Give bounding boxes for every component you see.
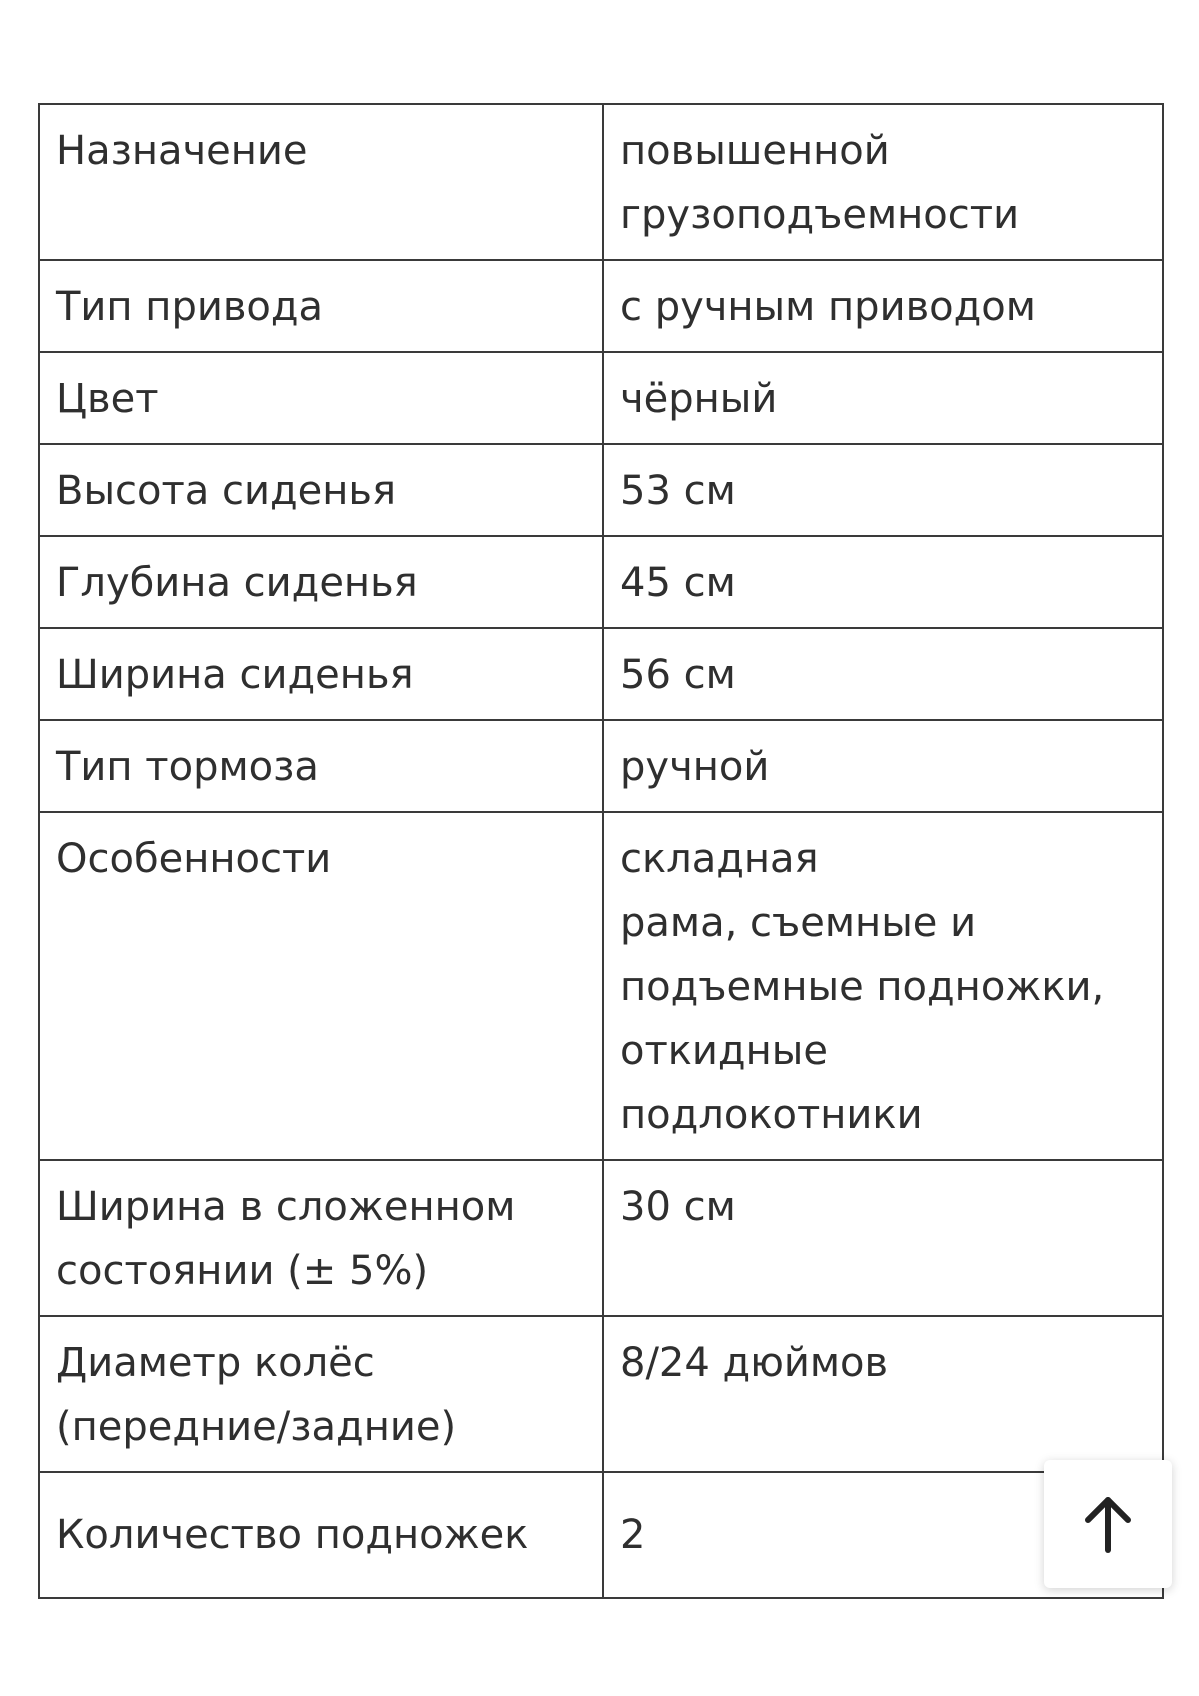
scroll-to-top-button[interactable] [1044, 1460, 1172, 1588]
table-row [39, 444, 1163, 536]
spec-key: Ширина в сложенном состоянии (± 5%) [39, 1160, 603, 1316]
spec-key: Тип привода [39, 260, 603, 352]
spec-value: 45 см [603, 536, 1163, 628]
arrow-up-icon [1080, 1494, 1136, 1554]
spec-value: чёрный [603, 352, 1163, 444]
spec-key: Цвет [39, 352, 603, 444]
table-row [39, 352, 1163, 444]
table-row [39, 260, 1163, 352]
table-row [39, 536, 1163, 628]
spec-value: ручной [603, 720, 1163, 812]
spec-key: Глубина сиденья [39, 536, 603, 628]
spec-key: Назначение [39, 104, 603, 260]
table-row [39, 1316, 1163, 1472]
specifications-table [38, 103, 1164, 1599]
table-row [39, 1160, 1163, 1316]
spec-key: Тип тормоза [39, 720, 603, 812]
spec-value: повышенной грузоподъемности [603, 104, 1163, 260]
spec-value: складная рама, съемные и подъемные подножки, откидные подлокотники [603, 812, 1163, 1160]
table-row [39, 812, 1163, 1160]
spec-value: 53 см [603, 444, 1163, 536]
spec-value: 30 см [603, 1160, 1163, 1316]
table-row [39, 104, 1163, 260]
table-row [39, 720, 1163, 812]
spec-value: 8/24 дюймов [603, 1316, 1163, 1472]
spec-value: с ручным приводом [603, 260, 1163, 352]
spec-key: Особенности [39, 812, 603, 1160]
spec-key: Ширина сиденья [39, 628, 603, 720]
spec-key: Количество подножек [39, 1472, 603, 1598]
spec-key: Высота сиденья [39, 444, 603, 536]
table-row [39, 628, 1163, 720]
table-row [39, 1472, 1163, 1598]
spec-value: 56 см [603, 628, 1163, 720]
spec-value: 2 [603, 1472, 1163, 1598]
spec-key: Диаметр колёс (передние/задние) [39, 1316, 603, 1472]
